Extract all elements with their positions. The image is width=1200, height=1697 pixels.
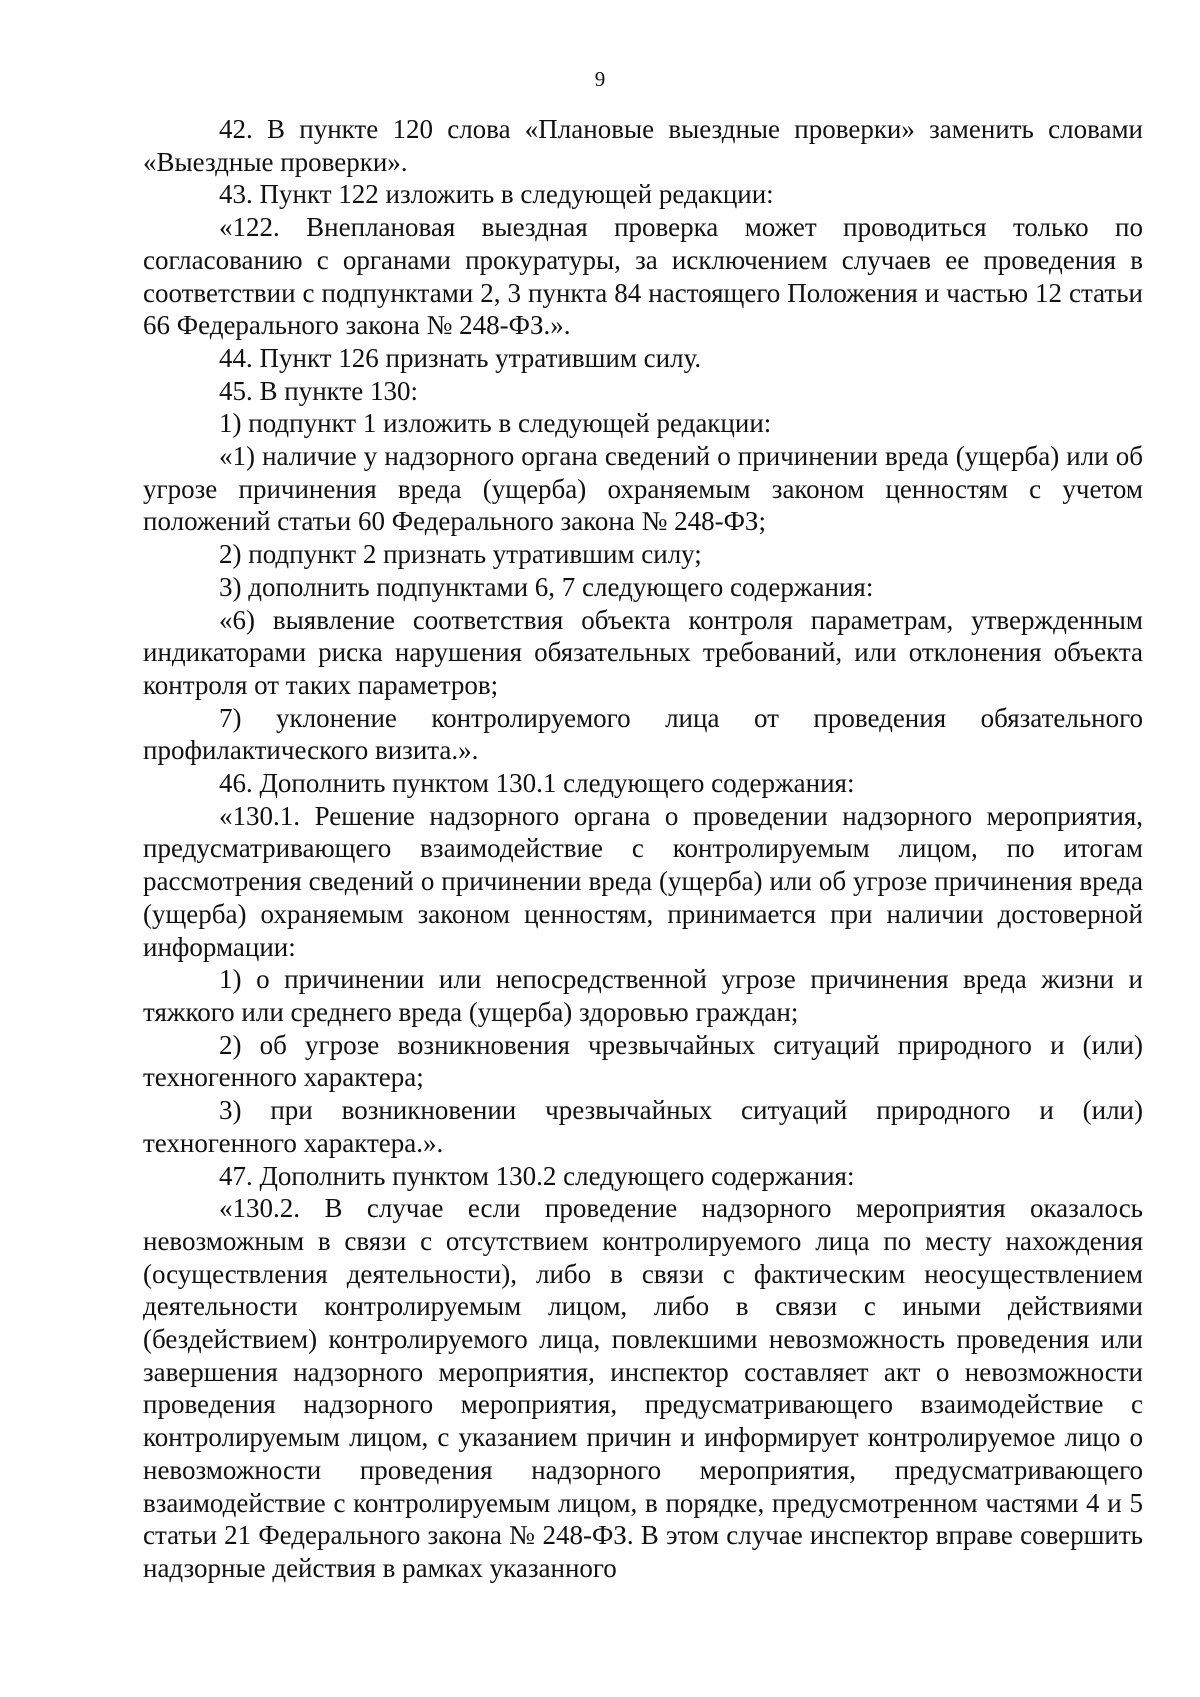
- paragraph-130-subitem-1-text: «1) наличие у надзорного органа сведений о причинении вреда (ущерба) или об угрозе причинения вреда (ущерба) охраняемым законом ценностям с учетом положений статьи 60 Федерального закона № 248-ФЗ;: [143, 441, 1143, 537]
- paragraph-130-1-subitem-3: 3) при возникновении чрезвычайных ситуаций природного и (или) техногенного характера.».: [143, 1095, 1143, 1158]
- paragraph-44: 44. Пункт 126 признать утратившим силу.: [219, 342, 702, 373]
- paragraph-47: 47. Дополнить пунктом 130.2 следующего содержания:: [219, 1160, 855, 1191]
- paragraph-45-subitem-2: 2) подпункт 2 признать утратившим силу;: [219, 539, 702, 570]
- paragraph-46: 46. Дополнить пунктом 130.1 следующего содержания:: [219, 768, 855, 799]
- paragraph-130-subitem-7-text: 7) уклонение контролируемого лица от проведения обязательного профилактического визита.».: [143, 702, 1143, 766]
- paragraph-130-2-text: «130.2. В случае если проведение надзорного мероприятия оказалось невозможным в связи с отсутствием контролируемого лица по месту нахождения (осуществления деятельности), либо в связи с фактическим неосуществлением деятельности контролируемым лицом, либо в связи с иными действиями (бездействием) контролируемого лица, повлекшими невозможность проведения или завершения надзорного мероприятия, инспектор составляет акт о невозможности проведения надзорного мероприятия, предусматривающего взаимодействие с контролируемым лицом, с указанием причин и информирует контролируемое лицо о невозможности проведения надзорного мероприятия, предусматривающего взаимодействие с контролируемым лицом, в порядке, предусмотренном частями 4 и 5 статьи 21 Федерального закона № 248-ФЗ. В этом случае инспектор вправе совершить надзорные действия в рамках указанного: [143, 1193, 1143, 1583]
- paragraph-130-subitem-6-text: «6) выявление соответствия объекта контроля параметрам, утвержденным индикаторами риска нарушения обязательных требований, или отклонения объекта контроля от таких параметров;: [143, 604, 1143, 700]
- document-body: [143, 113, 1143, 1585]
- paragraph-42: 42. В пункте 120 слова «Плановые выездные проверки» заменить словами «Выездные проверки».: [143, 114, 1143, 177]
- paragraph-45: 45. В пункте 130:: [219, 375, 418, 406]
- paragraph-45-subitem-3: 3) дополнить подпунктами 6, 7 следующего содержания:: [219, 571, 874, 602]
- paragraph-122-text: «122. Внеплановая выездная проверка может проводиться только по согласованию с органами прокуратуры, за исключением случаев ее проведения в соответствии с подпунктами 2, 3 пункта 84 настоящего Положения и частью 12 статьи 66 Федерального закона № 248-ФЗ.».: [143, 212, 1143, 341]
- paragraph-43: 43. Пункт 122 изложить в следующей редакции:: [219, 179, 774, 210]
- page-number: 9: [594, 67, 606, 91]
- paragraph-130-1-subitem-1: 1) о причинении или непосредственной угрозе причинения вреда жизни и тяжкого или среднего вреда (ущерба) здоровью граждан;: [143, 964, 1143, 1027]
- paragraph-45-subitem-1: 1) подпункт 1 изложить в следующей редакции:: [219, 408, 772, 439]
- paragraph-130-1-text: «130.1. Решение надзорного органа о проведении надзорного мероприятия, предусматривающего взаимодействие с контролируемым лицом, по итогам рассмотрения сведений о причинении вреда (ущерба) или об угрозе причинения вреда (ущерба) охраняемым законом ценностям, принимается при наличии достоверной информации:: [143, 800, 1143, 962]
- paragraph-130-1-subitem-2: 2) об угрозе возникновения чрезвычайных ситуаций природного и (или) техногенного характера;: [143, 1029, 1143, 1093]
